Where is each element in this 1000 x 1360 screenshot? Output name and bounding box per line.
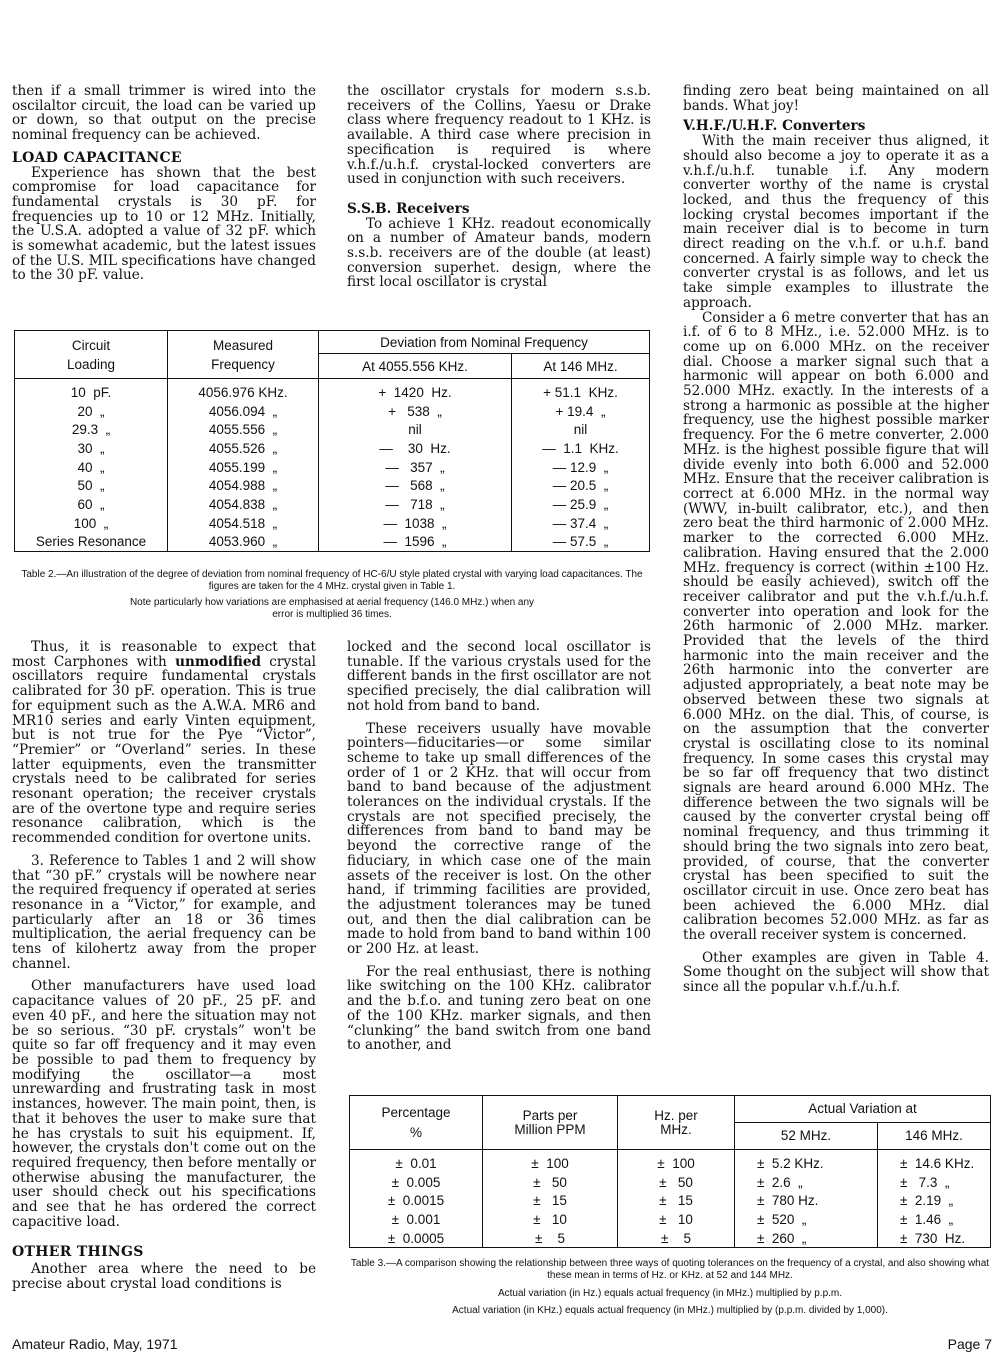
table-cell: ± 15 (483, 1191, 618, 1210)
table-header-circuit-loading: Circuit Loading (15, 331, 168, 379)
table-cell: ± 15 (618, 1191, 735, 1210)
table-cell: — 1.1 KHz. (512, 439, 650, 458)
section-heading: S.S.B. Receivers (347, 200, 470, 217)
table-cell: 30 „ (77, 440, 105, 456)
table-cell: 4055.556 „ (168, 420, 319, 439)
table-cell: — 1596 „ (319, 533, 512, 552)
footer-page-number: Page 7 (947, 1336, 992, 1352)
table-cell: ± 0.001 (391, 1211, 441, 1227)
table-cell: 50 „ (77, 478, 105, 494)
table-cell: 4054.518 „ (168, 514, 319, 533)
paragraph: then if a small trimmer is wired into the oscilaltor circuit, the load can be varied up or down, so that output on the precise nominal frequency can be achieved. (12, 83, 316, 144)
table-cell: + 1420 Hz. (319, 379, 512, 402)
table-cell: ± 780 Hz. (735, 1191, 878, 1210)
table-cell: ± 2.6 „ (735, 1173, 878, 1192)
section-heading: LOAD CAPACITANCE (12, 149, 182, 166)
paragraph: Consider a 6 metre converter that has an i.f. of 6 to 8 MHz., i.e. 52.000 MHz. is to come up on 6.000 MHz. on the receiver dial. Choose a marker signal such that a harmonic will appear on both 6.000 and 52.000 MHz. exactly. In the interests of a strong a harmonic as possible at the higher frequency, use the highest possible marker frequency. For the 6 metre converter, 2.000 MHz. is the highest possible figure that will divide evenly into both 6.000 and 52.000 MHz. Ensure that the receiver calibration is correct at 6.000 MHz. in the normal way (WWV, in-built calibrator, etc.), and then zero beat the third harmonic of 2.000 MHz. marker to the corrected 6.000 MHz. calibration. Having ensured that the 2.000 MHz. frequency is correct (within ±100 Hz. should be easily achieved), switch off the receiver calibrator and put the v.h.f./u.h.f. converter into operation and look for the 26th harmonic of 2.000 MHz. marker. Provided that the levels of the third harmonic into the main receiver and the 26th harmonic into the converter are adjusted appropriately, a beat note may be observed between these two signals at 6.000 MHz. on the dial. This, of course, is on the assumption that the converter crystal is oscillating close to its nominal frequency. In some cases this crystal may be so far off frequency that two distinct signals are heard around 6.000 MHz. The difference between the two signals will be caused by the converter crystal being off nominal frequency, and thus trimming it should bring the two signals into zero beat, provided, of course, that the converter crystal has been specified to suit the oscillator circuit in use. Once zero beat has been achieved the 6.000 MHz. dial calibration becomes 52.000 MHz. as far as the overall receiver system is concerned. (683, 309, 989, 944)
paragraph: Other examples are given in Table 4. Some thought on the subject will show that since all the popular v.h.f./u.h.f. (683, 949, 989, 996)
paragraph: These receivers usually have movable pointers—fiducitaries—or some similar scheme to take up small differences of the order of 1 or 2 KHz. that will occur from band to band because of the adjustment tolerances on the individual crystals. If the crystals are not specified precisely, the differences from band to band may be beyond the corrective range of the fiduciary, in which case one of the main assets of the receiver is lost. On the other hand, if trimming facilities are provided, the adjustment tolerances may be tuned out, and then the dial calibration can be made to hold from band to band within 100 or 200 Hz. at least. (347, 720, 651, 958)
table-cell: 4053.960 „ (168, 533, 319, 552)
column-3 (683, 84, 989, 995)
table-header-ppm: Parts per Million PPM (483, 1096, 618, 1150)
table-row (15, 514, 650, 533)
table-cell: ± 0.0015 (387, 1193, 445, 1209)
table-cell: ± 520 „ (735, 1210, 878, 1229)
table-cell: 100 „ (73, 515, 109, 531)
table-cell: ± 5.2 KHz. (735, 1150, 878, 1173)
table-cell: ± 1.46 „ (878, 1210, 991, 1229)
table-cell: ± 2.19 „ (878, 1191, 991, 1210)
paragraph: Thus, it is reasonable to expect that most Carphones with unmodified crystal oscillators require fundamental crystals calibrated for 30 pF. operation. This is true for equipment such as the A.W.A. MR6 and MR10 series and early Vinten equipment, but is not true for the Pye “Victor”, “Premier” or “Overland” series. In these latter equipments, even the transmitter crystals need to be calibrated for series resonant operation; the receiver crystals are of the overtone type and require series resonance calibration, which is the recommended condition for overtone units. (12, 639, 316, 847)
table-cell: — 57.5 „ (512, 533, 650, 552)
table-cell: 4056.094 „ (168, 402, 319, 421)
table-3 (349, 1095, 991, 1248)
table-cell: ± 100 (483, 1150, 618, 1173)
table-3-note-2: Actual variation (in KHz.) equals actual frequency (in MHz.) multiplied by (p.p.m. divided by 1,000). (452, 1305, 888, 1316)
paragraph: Other manufacturers have used load capacitance values of 20 pF., 25 pF. and even 40 pF., and here the situation may not be so serious. “30 pF. crystals” won't be quite so far off frequency and it may even be possible to pad them to frequency by modifying the oscillator—a most unrewarding and frustrating task in most instances, however. The main point, then, is that it behoves the user to make sure that he has crystals to suit his equipment. If, however, the crystals don't come out on the required frequency, then before mentally or otherwise abusing the manufacturer, the user should check out his specifications and see that he has ordered the correct capacitive load. (12, 978, 316, 1230)
table-cell: 4056.976 KHz. (168, 379, 319, 402)
table-header-52mhz: 52 MHz. (735, 1123, 878, 1150)
table-cell: ± 5 (618, 1229, 735, 1248)
table-cell: + 19.4 „ (512, 402, 650, 421)
table-2-note: Note particularly how variations are emphasised at aerial frequency (146.0 MHz.) when any error is multiplied 36 times. (129, 597, 535, 620)
table-header-deviation: Deviation from Nominal Frequency (319, 331, 650, 354)
paragraph: finding zero beat being maintained on all bands. What joy! (683, 83, 989, 114)
table-cell: + 538 „ (319, 402, 512, 421)
table-cell: — 1038 „ (319, 514, 512, 533)
paragraph: Experience has shown that the best compromise for load capacitance for fundamental crystals is 30 pF. for frequencies up to 10 or 12 MHz. Initially, the U.S.A. adopted a value of 32 pF. which is somewhat academic, but the latest issues of the U.S. MIL specifications have changed to the 30 pF. value. (12, 164, 316, 284)
paragraph: locked and the second local oscillator is tunable. If the various crystals used for the different bands in the first oscillator are not specified precisely, the dial calibration will not hold from band to band. (347, 639, 651, 714)
table-row (350, 1210, 991, 1229)
table-cell: ± 730 Hz. (878, 1229, 991, 1248)
column-2-top (347, 84, 651, 290)
table-row (350, 1229, 991, 1248)
table-row (15, 458, 650, 477)
table-row (15, 476, 650, 495)
section-heading: OTHER THINGS (12, 1244, 144, 1261)
table-row (15, 379, 650, 402)
table-cell: ± 0.01 (395, 1155, 437, 1171)
table-cell: 4055.199 „ (168, 458, 319, 477)
table-cell: ± 10 (483, 1210, 618, 1229)
table-cell: ± 0.0005 (387, 1230, 445, 1246)
table-cell: nil (512, 420, 650, 439)
table-header-hz-per-mhz: Hz. per MHz. (618, 1096, 735, 1150)
table-2 (14, 330, 650, 552)
table-row (350, 1150, 991, 1173)
table-row (15, 439, 650, 458)
table-cell: 4054.988 „ (168, 476, 319, 495)
footer-publication: Amateur Radio, May, 1971 (12, 1336, 178, 1352)
table-cell: — 357 „ (319, 458, 512, 477)
paragraph: the oscillator crystals for modern s.s.b. receivers of the Collins, Yaesu or Drake class where frequency readout to 1 KHz. is available. A third case where precision in specification is required is where v.h.f./u.h.f. crystal-locked converters are used in conjunction with such receivers. (347, 83, 651, 188)
table-cell: 4055.526 „ (168, 439, 319, 458)
table-cell: ± 100 (618, 1150, 735, 1173)
table-cell: — 30 Hz. (319, 439, 512, 458)
table-header-percentage: Percentage % (350, 1096, 483, 1150)
table-row (15, 495, 650, 514)
paragraph: To achieve 1 KHz. readout economically on a number of Amateur bands, modern s.s.b. receivers are of the double (at least) conversion superhet. design, where the first local oscillator is crystal (347, 215, 651, 291)
table-cell: — 568 „ (319, 476, 512, 495)
table-cell: 10 pF. (70, 384, 112, 400)
table-3-caption: Table 3.—A comparison showing the relationship between three ways of quoting tolerances on the frequency of a crystal, and also showing what these mean in terms of Hz. or KHz. at 52 and 144 MHz. (350, 1258, 990, 1281)
table-row (15, 402, 650, 421)
table-cell: — 25.9 „ (512, 495, 650, 514)
table-cell: 29.3 „ (71, 422, 111, 438)
table-cell: 60 „ (77, 496, 105, 512)
table-3-note-1: Actual variation (in Hz.) equals actual frequency (in MHz.) multiplied by p.p.m. (497, 1288, 843, 1299)
table-row (15, 533, 650, 552)
table-cell: — 12.9 „ (512, 458, 650, 477)
table-cell: ± 14.6 KHz. (878, 1150, 991, 1173)
table-header-measured-frequency: Measured Frequency (168, 331, 319, 379)
table-row (15, 420, 650, 439)
table-cell: — 20.5 „ (512, 476, 650, 495)
table-cell: ± 7.3 „ (878, 1173, 991, 1192)
table-header-at-4055: At 4055.556 KHz. (319, 354, 512, 379)
paragraph: Another area where the need to be precise about crystal load conditions is (12, 1261, 316, 1292)
table-cell: 4054.838 „ (168, 495, 319, 514)
table-cell: nil (319, 420, 512, 439)
table-cell: ± 50 (618, 1173, 735, 1192)
column-2-bottom (347, 640, 651, 1053)
paragraph: For the real enthusiast, there is nothing like switching on the 100 KHz. calibrator and the b.f.o. and tuning zero beat on one of the 100 KHz. marker signals, and then “clunking” the band switch from one band to another, and (347, 963, 651, 1054)
table-cell: ± 10 (618, 1210, 735, 1229)
table-header-146mhz: 146 MHz. (878, 1123, 991, 1150)
table-cell: ± 260 „ (735, 1229, 878, 1248)
table-cell: + 51.1 KHz. (512, 379, 650, 402)
table-header-at-146: At 146 MHz. (512, 354, 650, 379)
table-cell: 20 „ (77, 403, 105, 419)
column-1-bottom (12, 640, 316, 1292)
table-cell: ± 0.005 (391, 1174, 441, 1190)
table-cell: ± 5 (483, 1229, 618, 1248)
column-1-top (12, 84, 316, 283)
paragraph: With the main receiver thus aligned, it should also become a joy to operate it as a v.h.f./u.h.f. tunable i.f. Any modern converter worthy of the name is crystal locked, and thus the frequency of this locking crystal becomes important if the main receiver dial is to become in turn direct reading on the v.h.f. or u.h.f. band concerned. A fairly simple way to check the converter crystal is as follows, and let us take simple examples to illustrate the approach. (683, 133, 989, 311)
table-cell: — 37.4 „ (512, 514, 650, 533)
table-row (350, 1173, 991, 1192)
paragraph: 3. Reference to Tables 1 and 2 will show that “30 pF.” crystals will be nowhere near the required frequency if operated at series resonance in a “Victor,” for example, and particularly after an 18 or 36 times multiplication, the aerial frequency can be tens of kilohertz away from the proper channel. (12, 852, 316, 972)
table-cell: 40 „ (77, 459, 105, 475)
table-cell: — 718 „ (319, 495, 512, 514)
table-2-caption: Table 2.—An illustration of the degree of deviation from nominal frequency of HC-6/U style plated crystal with varying load capacitances. The figures are taken for the 4 MHz. crystal given in Table 1. (21, 569, 643, 592)
table-row (350, 1191, 991, 1210)
table-header-actual-variation: Actual Variation at (735, 1096, 991, 1123)
section-heading: V.H.F./U.H.F. Converters (683, 118, 866, 135)
table-cell: Series Resonance (35, 534, 147, 550)
table-cell: ± 50 (483, 1173, 618, 1192)
